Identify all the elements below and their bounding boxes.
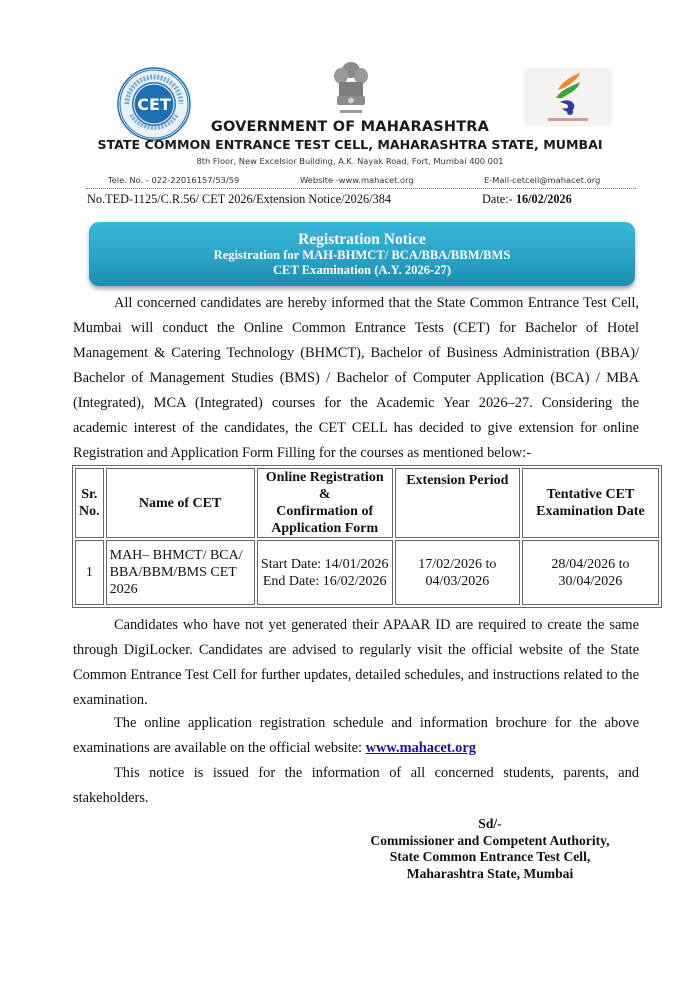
apaar-text: Candidates who have not yet generated their APAAR ID are required to create the same through DigiLocker. Candidates are advised to regularly visit the official website of the State Common Entrance Test Cell for further updates, detailed schedules, and instructions related to the examination. (73, 617, 639, 708)
email-address: E-Mail-cetcell@mahacet.org (484, 175, 601, 185)
schedule-table (72, 465, 662, 608)
header-online-registration: Online Registration & Confirmation of Application Form (257, 468, 393, 538)
header-exam-date: Tentative CET Examination Date (522, 468, 659, 538)
closing-paragraph (73, 761, 639, 811)
signature-sd: Sd/- (478, 816, 502, 831)
header-name-of-cet: Name of CET (106, 468, 255, 538)
svg-text:CET: CET (137, 95, 171, 114)
cell-exam-date: 28/04/2026 to 30/04/2026 (522, 540, 659, 605)
notice-banner (89, 222, 635, 286)
table-row (75, 540, 659, 605)
apaar-paragraph (73, 613, 639, 713)
header-extension-period: Extension Period (395, 468, 520, 538)
header-divider (86, 188, 636, 189)
signature-block (330, 816, 650, 882)
header-sr-no: Sr. No. (75, 468, 104, 538)
banner-subtitle-line1: Registration for MAH-BHMCT/ BCA/BBA/BBM/BMS (213, 248, 511, 262)
cell-extension-period: 17/02/2026 to 04/03/2026 (395, 540, 520, 605)
signature-line2: State Common Entrance Test Cell, (389, 849, 591, 864)
closing-text: This notice is issued for the information of all concerned students, parents, and stakeholders. (73, 765, 639, 806)
banner-subtitle-line2: CET Examination (A.Y. 2026-27) (272, 263, 452, 277)
banner-title: Registration Notice (298, 231, 426, 248)
mahacet-website-link[interactable]: www.mahacet.org (365, 740, 476, 756)
date-value: 16/02/2026 (515, 192, 572, 206)
date-label: Date:- (482, 192, 516, 206)
website-paragraph-text: The online application registration schedule and information brochure for the above examinations are available on the official website: (73, 715, 639, 756)
website-text: Website -www.mahacet.org (300, 175, 414, 185)
telephone-number: Tele. No. - 022-22016157/53/59 (108, 175, 240, 185)
organisation-title: STATE COMMON ENTRANCE TEST CELL, MAHARASHTRA STATE, MUMBAI (97, 137, 603, 152)
notice-date (482, 192, 572, 207)
signature-line3: Maharashtra State, Mumbai (406, 865, 574, 881)
signature-line1: Commissioner and Competent Authority, (370, 832, 610, 848)
cell-registration-dates: Start Date: 14/01/2026 End Date: 16/02/2026 (257, 540, 393, 605)
government-title: GOVERNMENT OF MAHARASHTRA (210, 119, 490, 135)
national-emblem-icon (329, 60, 373, 122)
intro-text: All concerned candidates are hereby informed that the State Common Entrance Test Cell, Mumbai will conduct the Online Common Entrance Tests (CET) for Bachelor of Hotel Management & Catering Technology (BHMCT), Bachelor of Business Administration (BBA)/ Bachelor of Management Studies (BMS) / Bachelor of Computer Application (BCA) / MBA (Integrated), MCA (Integrated) courses for the Academic Year 2026–27. Considering the academic interest of the candidates, the CET CELL has decided to give extension for online Registration and Application Form Filling for the courses as mentioned below:- (73, 295, 639, 461)
cell-cet-name: MAH– BHMCT/ BCA/ BBA/BBM/BMS CET 2026 (106, 540, 255, 605)
maharashtra-flag-logo-icon (524, 68, 612, 126)
office-address: 8th Floor, New Excelsior Building, A.K. Nayak Road, Fort, Mumbai 400 001 (196, 156, 504, 166)
maharashtra-logo (524, 68, 612, 126)
cell-sr-no: 1 (75, 540, 104, 605)
table-header-row (75, 468, 659, 538)
reference-number: No.TED-1125/C.R.56/ CET 2026/Extension Notice/2026/384 (87, 192, 391, 206)
website-paragraph (73, 711, 639, 761)
intro-paragraph (73, 291, 639, 466)
